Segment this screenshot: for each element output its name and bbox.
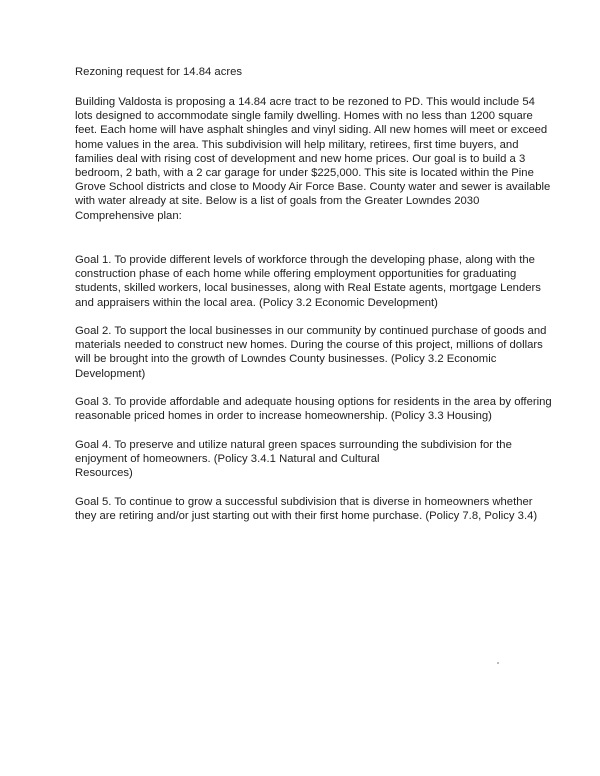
text-line: Resources) [75,467,133,480]
goal-3 [75,395,575,423]
text-line: lots designed to accommodate single family dwelling. Homes with no less than 1200 square [75,110,533,123]
text-line: Comprehensive plan: [75,209,182,222]
text-line: Goal 3. To provide affordable and adequate housing options for residents in the area by offering [75,396,552,408]
text-line: bedroom, 2 bath, with a 2 car garage for under $225,000. This site is located within the Pine [75,166,534,179]
goal-2 [75,324,575,381]
text-line: feet. Each home will have asphalt shingles and vinyl siding. All new homes will meet or exceed [75,124,548,137]
text-line: Grove School districts and close to Moody Air Force Base. County water and sewer is available [75,181,551,194]
text-line: they are retiring and/or just starting out with their first home purchase. (Policy 7.8, Policy 3.4) [75,510,538,523]
goal-5 [75,495,575,523]
document-title [75,65,575,79]
goal-4 [75,438,575,481]
text-line: Goal 4. To preserve and utilize natural green spaces surrounding the subdivision for the [75,439,512,451]
intro-paragraph [75,95,575,223]
text-line: families deal with rising cost of development and new home prices. Our goal is to build a 3 [75,152,526,165]
text-line: Goal 1. To provide different levels of workforce through the developing phase, along with the [75,254,535,266]
text-line: will be brought into the growth of Lowndes County businesses. (Policy 3.2 Economic [75,353,497,366]
text-line: and appraisers within the local area. (Policy 3.2 Economic Development) [75,296,438,309]
text-line: home values in the area. This subdivision will help military, retirees, first time buyers, and [75,138,519,151]
text-line: reasonable priced homes in order to increase homeownership. (Policy 3.3 Housing) [75,410,492,423]
text-line: construction phase of each home while offering employment opportunities for graduating [75,268,517,281]
text-line: Building Valdosta is proposing a 14.84 acre tract to be rezoned to PD. This would include 54 [75,96,535,108]
text-line: Development) [75,367,146,380]
text-line: materials needed to construct new homes. During the course of this project, millions of dollars [75,339,543,352]
goal-1 [75,253,575,310]
text-line: with water already at site. Below is a list of goals from the Greater Lowndes 2030 [75,195,480,208]
text-line: enjoyment of homeowners. (Policy 3.4.1 Natural and Cultural [75,453,380,466]
text-line: Goal 5. To continue to grow a successful subdivision that is diverse in homeowners whether [75,496,533,508]
text-line: Goal 2. To support the local businesses in our community by continued purchase of goods and [75,325,547,337]
scan-speck [497,662,499,664]
text-line: students, skilled workers, local businesses, along with Real Estate agents, mortgage Lenders [75,282,541,295]
title-line: Rezoning request for 14.84 acres [75,66,243,78]
